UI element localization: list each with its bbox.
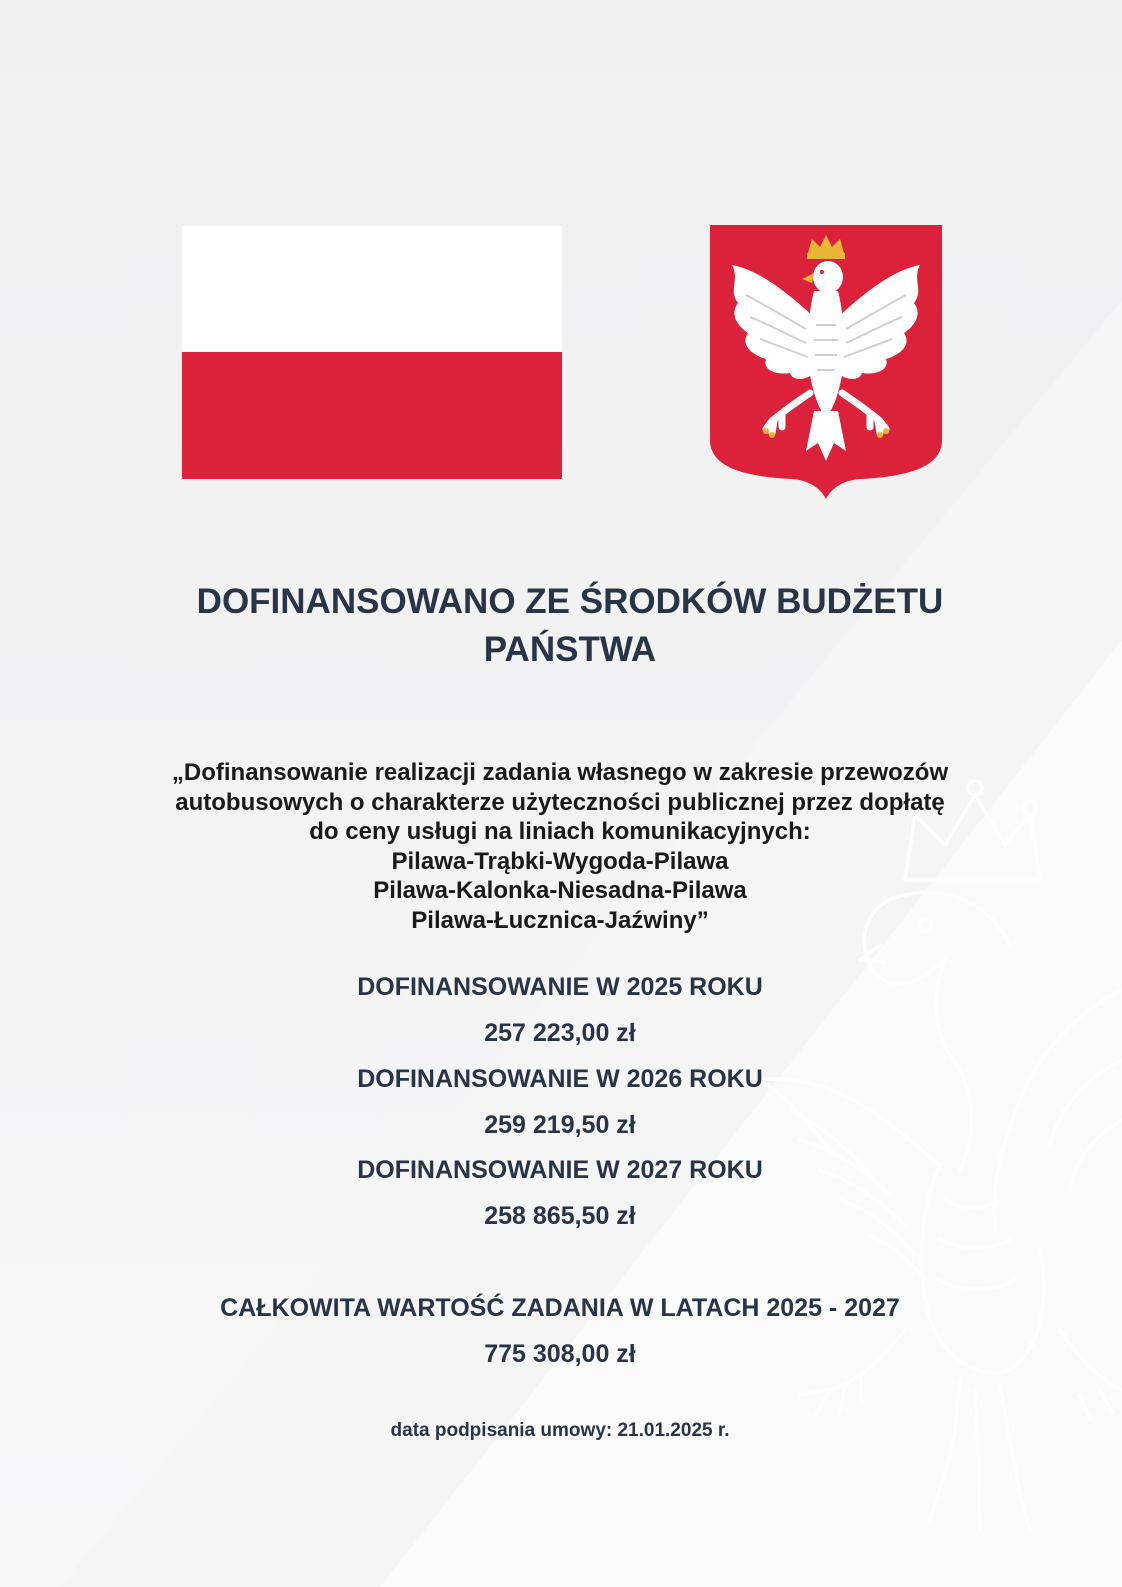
signing-date: data podpisania umowy: 21.01.2025 r. — [390, 1420, 730, 1441]
funding-amount-2025: 257 223,00 zł — [484, 1019, 636, 1047]
funding-label-2026: DOFINANSOWANIE W 2026 ROKU — [357, 1065, 763, 1093]
polish-eagle-emblem-icon — [710, 225, 942, 499]
polish-flag — [182, 226, 562, 479]
description-line: do ceny usługi na liniach komunikacyjnych: — [309, 818, 811, 845]
route-line: Pilawa-Łucznica-Jaźwiny” — [411, 906, 709, 934]
page-title — [140, 578, 1000, 674]
total-amount: 775 308,00 zł — [484, 1340, 636, 1368]
description-line: „Dofinansowanie realizacji zadania własnego w zakresie przewozów — [171, 759, 949, 786]
title-line-2: PAŃSTWA — [483, 630, 657, 669]
funding-label-2025: DOFINANSOWANIE W 2025 ROKU — [357, 973, 763, 1001]
funding-label-2027: DOFINANSOWANIE W 2027 ROKU — [357, 1156, 763, 1184]
description-line: autobusowych o charakterze użyteczności publicznej przez dopłatę — [175, 788, 945, 816]
route-line: Pilawa-Trąbki-Wygoda-Pilawa — [391, 847, 729, 875]
title-line-1: DOFINANSOWANO ZE ŚRODKÓW BUDŻETU — [196, 582, 944, 621]
funding-amount-2027: 258 865,50 zł — [484, 1202, 636, 1230]
route-line: Pilawa-Kalonka-Niesadna-Pilawa — [373, 877, 747, 904]
task-description — [110, 758, 1010, 935]
flag-white-stripe — [182, 226, 562, 352]
funding-amount-2026: 259 219,50 zł — [484, 1111, 636, 1139]
flag-red-stripe — [182, 352, 562, 479]
total-label: CAŁKOWITA WARTOŚĆ ZADANIA W LATACH 2025 - 2027 — [220, 1294, 900, 1322]
